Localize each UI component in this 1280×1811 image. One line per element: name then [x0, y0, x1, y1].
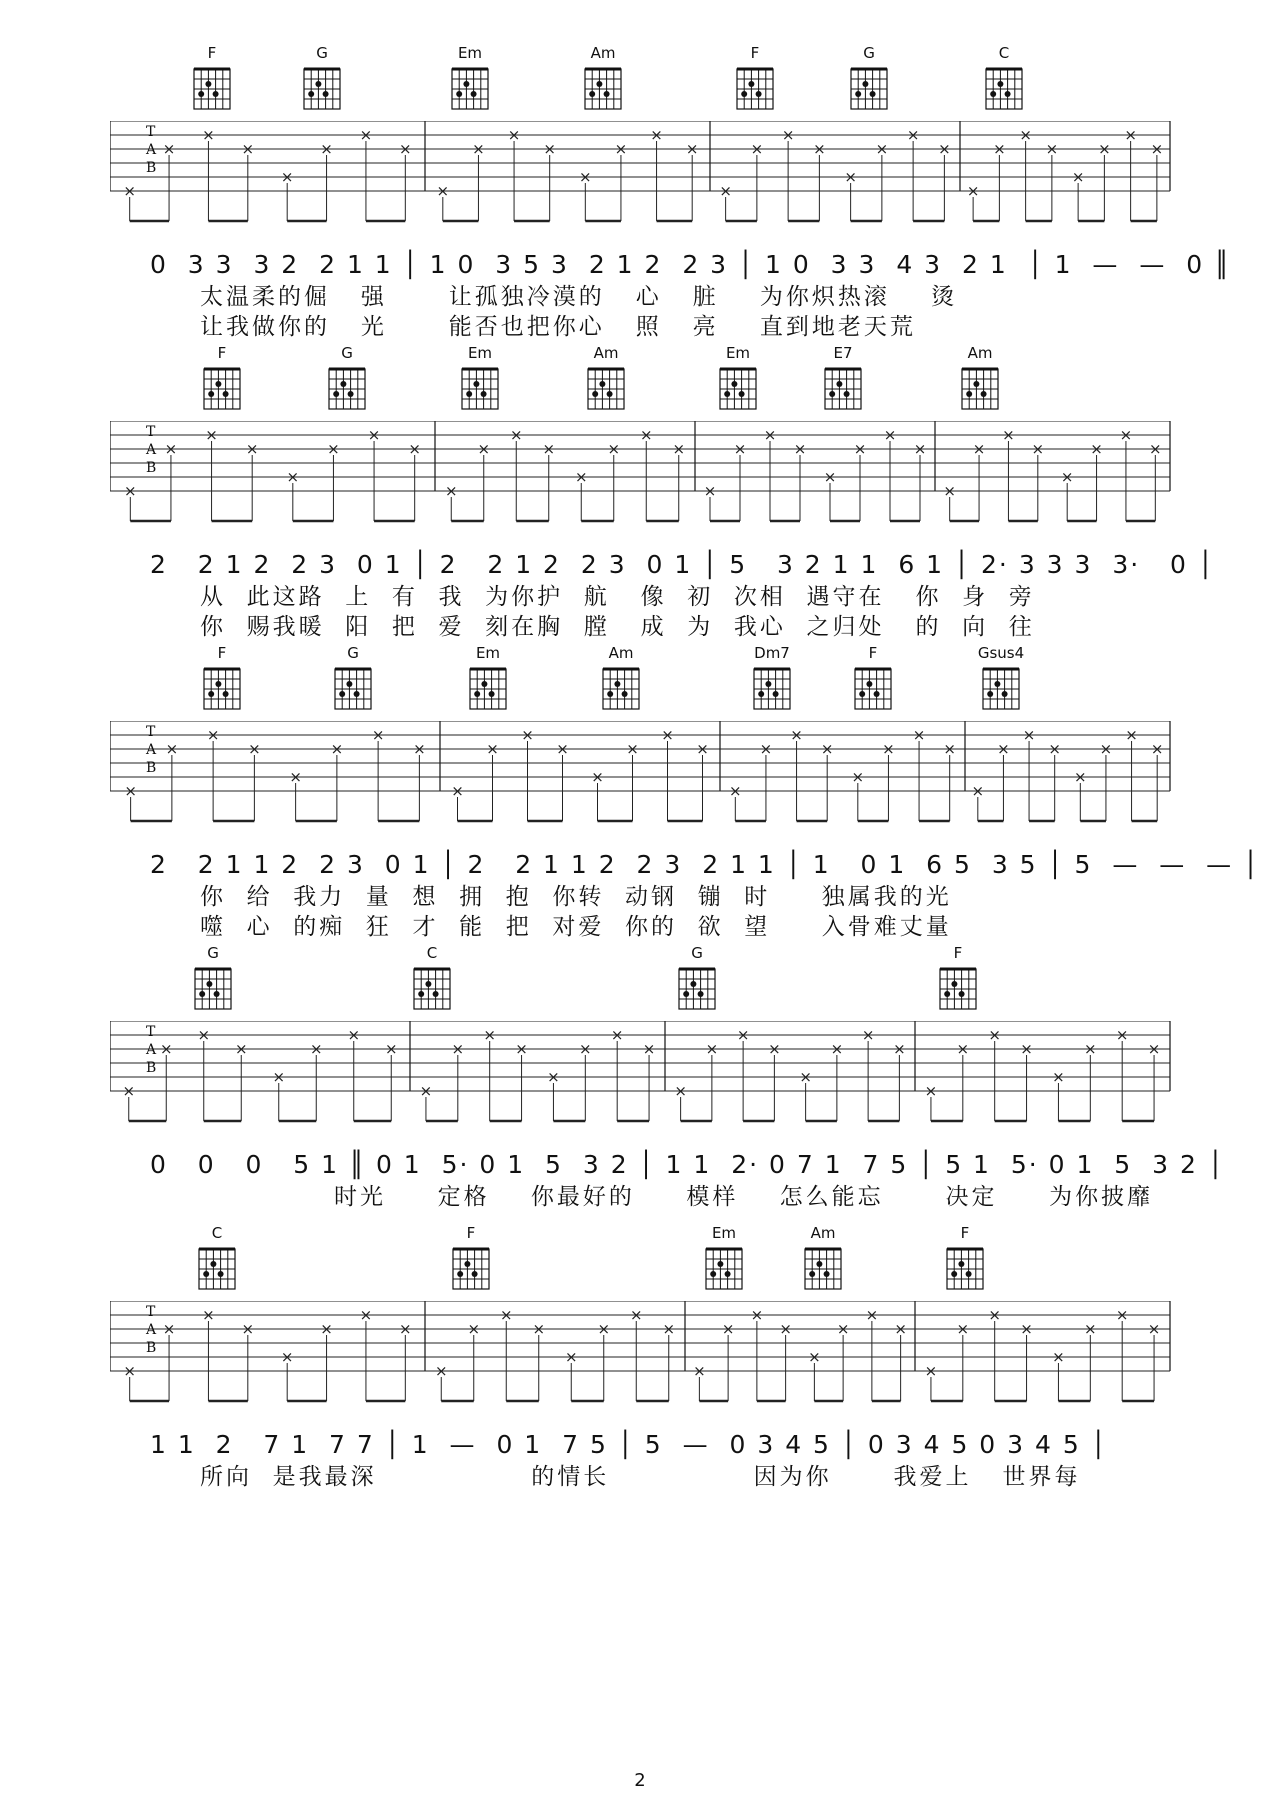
tab-clef-letter: A [146, 1322, 157, 1338]
svg-text:×: × [477, 440, 491, 458]
svg-text:×: × [779, 1320, 792, 1338]
chord-diagram-grid [982, 63, 1026, 113]
chord-name: Am [593, 344, 619, 362]
svg-text:×: × [202, 126, 215, 144]
chord-name: Dm7 [754, 644, 790, 662]
score-system [0, 44, 1280, 340]
chord-diagram [928, 945, 988, 1013]
chord-diagram [708, 345, 768, 413]
svg-text:×: × [610, 1026, 624, 1044]
svg-text:×: × [241, 140, 255, 158]
svg-text:×: × [579, 168, 592, 186]
svg-text:×: × [662, 1320, 676, 1338]
chord-diagram-grid [851, 663, 895, 713]
svg-text:×: × [972, 440, 986, 458]
svg-text:×: × [1071, 168, 1085, 186]
svg-text:×: × [750, 140, 764, 158]
chord-name: F [750, 44, 760, 62]
svg-text:×: × [820, 740, 834, 758]
svg-text:×: × [733, 440, 747, 458]
chord-diagram-grid [847, 63, 891, 113]
svg-text:×: × [674, 1082, 687, 1100]
svg-text:×: × [122, 1082, 136, 1100]
chord-diagram [573, 45, 633, 113]
svg-text:×: × [971, 782, 985, 800]
chord-name: Em [467, 344, 493, 362]
chord-diagram [843, 645, 903, 713]
svg-text:×: × [924, 1362, 938, 1380]
svg-text:×: × [853, 440, 867, 458]
chord-diagram-grid [675, 963, 719, 1013]
svg-text:×: × [574, 468, 588, 486]
svg-text:×: × [1147, 1320, 1161, 1338]
tab-staff [110, 1301, 1180, 1411]
svg-text:×: × [205, 426, 218, 444]
svg-text:×: × [451, 1040, 465, 1058]
svg-text:×: × [286, 468, 300, 486]
svg-text:×: × [123, 182, 136, 200]
svg-text:×: × [467, 1320, 481, 1338]
score-system [0, 944, 1280, 1210]
svg-text:×: × [988, 1306, 1001, 1324]
chord-diagram [292, 45, 352, 113]
lyric-line: 从 此这路 上 有 我 为你护 航 像 初 次相 遇守在 你 身 旁 [200, 584, 1035, 610]
svg-text:×: × [894, 1320, 907, 1338]
tab-staff [110, 421, 1180, 531]
chord-diagram-grid [466, 663, 510, 713]
chord-name: F [960, 1224, 970, 1242]
svg-text:×: × [289, 768, 302, 786]
chord-name: F [868, 644, 878, 662]
svg-text:×: × [1020, 1320, 1033, 1338]
svg-text:×: × [875, 140, 889, 158]
tab-clef-letter: B [146, 160, 157, 176]
lyric-line: 你 赐我暖 阳 把 爱 刻在胸 膛 成 为 我心 之归处 的 向 往 [200, 614, 1035, 640]
svg-text:×: × [1115, 1306, 1129, 1324]
chord-diagram-grid [750, 663, 794, 713]
tab-clef-letter: A [146, 442, 157, 458]
chord-diagram [971, 645, 1031, 713]
svg-text:×: × [245, 440, 259, 458]
svg-text:×: × [280, 168, 294, 186]
svg-text:×: × [162, 1320, 176, 1338]
svg-text:×: × [444, 482, 458, 500]
svg-text:×: × [499, 1306, 513, 1324]
svg-text:×: × [413, 740, 426, 758]
chord-diagram-grid [733, 63, 777, 113]
chord-diagram-grid [458, 363, 502, 413]
svg-text:×: × [542, 440, 556, 458]
lyric-line: 你 给 我力 量 想 拥 抱 你转 动钢 镚 时 独属我的光 [200, 884, 952, 910]
chord-name: G [863, 44, 875, 62]
svg-text:×: × [865, 1306, 879, 1324]
chord-row [0, 645, 1280, 717]
tab-staff-wrap [110, 721, 1180, 835]
jianpu-notation: 0 3 3 3 2 2 1 1 │ 1 0 3 5 3 2 1 2 2 3 │ 1 0 3 3 4 3 2 1 │ 1 — — 0 ║ [150, 250, 1232, 279]
svg-text:×: × [844, 168, 857, 186]
chord-diagram-grid [331, 663, 375, 713]
svg-text:×: × [629, 1306, 643, 1324]
svg-text:×: × [1048, 740, 1061, 758]
tab-clef-letter: A [146, 742, 157, 758]
svg-text:×: × [793, 440, 807, 458]
svg-text:×: × [1052, 1068, 1065, 1086]
svg-text:×: × [123, 1362, 136, 1380]
svg-text:×: × [164, 440, 178, 458]
svg-text:×: × [626, 740, 639, 758]
svg-text:×: × [399, 140, 412, 158]
chord-diagram-grid [943, 1243, 987, 1293]
chord-diagram [450, 345, 510, 413]
svg-text:×: × [808, 1348, 821, 1366]
svg-text:×: × [906, 126, 920, 144]
svg-text:×: × [924, 1082, 938, 1100]
page-number: 2 [634, 1770, 646, 1791]
svg-text:×: × [696, 740, 709, 758]
svg-text:×: × [768, 1040, 781, 1058]
svg-text:×: × [320, 1320, 333, 1338]
svg-text:×: × [759, 740, 773, 758]
chord-diagram-grid [191, 963, 235, 1013]
svg-text:×: × [515, 1040, 528, 1058]
svg-text:×: × [851, 768, 865, 786]
tab-clef-letter: T [146, 724, 156, 740]
svg-text:×: × [359, 1306, 373, 1324]
svg-text:×: × [736, 1026, 750, 1044]
chord-name: G [207, 944, 219, 962]
chord-diagram [323, 645, 383, 713]
svg-text:×: × [384, 1040, 398, 1058]
svg-text:×: × [248, 740, 261, 758]
svg-text:×: × [966, 182, 980, 200]
chord-diagram [192, 345, 252, 413]
svg-text:×: × [419, 1082, 433, 1100]
chord-diagram-grid [200, 663, 244, 713]
svg-text:×: × [371, 726, 385, 744]
svg-text:×: × [997, 740, 1010, 758]
svg-text:×: × [672, 440, 686, 458]
chord-diagram-grid [195, 1243, 239, 1293]
svg-text:×: × [781, 126, 795, 144]
svg-text:×: × [943, 482, 956, 500]
svg-text:×: × [206, 726, 220, 744]
tab-clef-letter: A [146, 142, 157, 158]
chord-diagram-grid [801, 1243, 845, 1293]
chord-diagram [725, 45, 785, 113]
jianpu-notation: 2 2 1 1 2 2 3 0 1 │ 2 2 1 1 2 2 3 2 1 1 │ 1 0 1 6 5 3 5 │ 5 — — — │ [150, 850, 1261, 879]
chord-name: G [691, 944, 703, 962]
svg-text:×: × [162, 140, 176, 158]
lyric-line: 让我做你的 光 能否也把你心 照 亮 直到地老天荒 [200, 314, 916, 340]
svg-text:×: × [763, 426, 777, 444]
chord-diagram [317, 345, 377, 413]
svg-text:×: × [642, 1040, 656, 1058]
tab-clef-letter: T [146, 1024, 156, 1040]
chord-diagram-grid [410, 963, 454, 1013]
svg-text:×: × [124, 782, 137, 800]
chord-name: Em [457, 44, 483, 62]
svg-text:×: × [280, 1348, 294, 1366]
tab-staff-wrap [110, 421, 1180, 535]
svg-text:×: × [272, 1068, 286, 1086]
svg-text:×: × [367, 426, 381, 444]
svg-text:×: × [1125, 726, 1138, 744]
svg-text:×: × [1124, 126, 1137, 144]
chord-diagram [183, 945, 243, 1013]
chord-diagram [192, 645, 252, 713]
chord-row [0, 1225, 1280, 1297]
svg-text:×: × [159, 1040, 173, 1058]
chord-diagram-grid [300, 63, 344, 113]
svg-text:×: × [1115, 1026, 1129, 1044]
chord-diagram-grid [716, 363, 760, 413]
tab-staff-wrap [110, 1021, 1180, 1135]
svg-text:×: × [124, 482, 137, 500]
svg-text:×: × [436, 182, 450, 200]
chord-name: Am [967, 344, 993, 362]
svg-text:×: × [1119, 426, 1133, 444]
svg-text:×: × [719, 182, 732, 200]
chord-diagram [667, 945, 727, 1013]
tab-clef-letter: B [146, 1060, 157, 1076]
svg-text:×: × [830, 1040, 844, 1058]
svg-text:×: × [639, 426, 653, 444]
svg-text:×: × [1052, 1348, 1065, 1366]
svg-text:×: × [1084, 1320, 1097, 1338]
chord-diagram-grid [448, 63, 492, 113]
svg-text:×: × [912, 726, 926, 744]
svg-text:×: × [564, 1348, 578, 1366]
chord-row [0, 945, 1280, 1017]
tab-clef-letter: B [146, 1340, 157, 1356]
tab-clef-letter: B [146, 760, 157, 776]
chord-diagram-grid [958, 363, 1002, 413]
chord-diagram-grid [821, 363, 865, 413]
svg-text:×: × [956, 1320, 970, 1338]
chord-diagram-grid [936, 963, 980, 1013]
svg-text:×: × [532, 1320, 546, 1338]
lyric-line: 太温柔的倔 强 让孤独冷漠的 心 脏 为你炽热滚 烫 [200, 284, 958, 310]
svg-text:×: × [614, 140, 628, 158]
chord-diagram [187, 1225, 247, 1293]
chord-name: G [347, 644, 359, 662]
chord-diagram-grid [599, 663, 643, 713]
chord-name: Am [608, 644, 634, 662]
svg-text:×: × [399, 1320, 412, 1338]
svg-text:×: × [607, 440, 621, 458]
svg-text:×: × [197, 1026, 211, 1044]
svg-text:×: × [507, 126, 521, 144]
lyric-line: 所向 是我最深 的情长 因为你 我爱上 世界每 [200, 1464, 1081, 1490]
chord-name: E7 [833, 344, 853, 362]
chord-diagram [591, 645, 651, 713]
chord-diagram [440, 45, 500, 113]
chord-diagram [576, 345, 636, 413]
score-system [0, 644, 1280, 940]
chord-diagram [974, 45, 1034, 113]
svg-text:×: × [705, 1040, 719, 1058]
chord-row [0, 345, 1280, 417]
tab-clef-letter: T [146, 424, 156, 440]
tab-clef-letter: A [146, 1042, 157, 1058]
svg-text:×: × [408, 440, 421, 458]
chord-name: Em [725, 344, 751, 362]
chord-diagram [458, 645, 518, 713]
lyric-line: 噬 心 的痴 狂 才 能 把 对爱 你的 欲 望 入骨难丈量 [200, 914, 952, 940]
svg-text:×: × [202, 1306, 215, 1324]
svg-text:×: × [509, 426, 523, 444]
svg-text:×: × [1074, 768, 1087, 786]
svg-text:×: × [1020, 1040, 1033, 1058]
tab-staff-wrap [110, 1301, 1180, 1415]
svg-text:×: × [1022, 726, 1036, 744]
chord-name: C [211, 1224, 223, 1242]
tab-staff [110, 121, 1180, 231]
chord-name: G [316, 44, 328, 62]
svg-text:×: × [309, 1040, 323, 1058]
chord-diagram [793, 1225, 853, 1293]
svg-text:×: × [320, 140, 333, 158]
svg-text:×: × [799, 1068, 812, 1086]
chord-diagram [813, 345, 873, 413]
svg-text:×: × [359, 126, 373, 144]
svg-text:×: × [486, 740, 499, 758]
tab-clef-letter: T [146, 1304, 156, 1320]
chord-diagram [839, 45, 899, 113]
svg-text:×: × [943, 740, 956, 758]
svg-text:×: × [234, 1040, 248, 1058]
chord-name: F [953, 944, 963, 962]
svg-text:×: × [1147, 1040, 1161, 1058]
svg-text:×: × [556, 740, 569, 758]
svg-text:×: × [451, 782, 464, 800]
tab-clef-letter: T [146, 124, 156, 140]
jianpu-notation: 2 2 1 2 2 3 0 1 │ 2 2 1 2 2 3 0 1 │ 5 3 2 1 1 6 1 │ 2· 3 3 3 3· 0 │ [150, 550, 1215, 579]
chord-diagram-grid [581, 63, 625, 113]
svg-text:×: × [1019, 126, 1032, 144]
svg-text:×: × [1031, 440, 1045, 458]
chord-diagram-grid [200, 363, 244, 413]
svg-text:×: × [993, 140, 1006, 158]
svg-text:×: × [327, 440, 340, 458]
svg-text:×: × [241, 1320, 255, 1338]
svg-text:×: × [685, 140, 699, 158]
svg-text:×: × [1150, 740, 1164, 758]
chord-name: Gsus4 [977, 644, 1025, 662]
chord-name: C [998, 44, 1010, 62]
svg-text:×: × [591, 768, 604, 786]
chord-diagram [402, 945, 462, 1013]
tab-staff [110, 1021, 1180, 1131]
chord-diagram [182, 45, 242, 113]
chord-diagram [935, 1225, 995, 1293]
svg-text:×: × [472, 140, 485, 158]
svg-text:×: × [823, 468, 837, 486]
chord-diagram-grid [325, 363, 369, 413]
chord-diagram [694, 1225, 754, 1293]
svg-text:×: × [893, 1040, 906, 1058]
chord-diagram-grid [584, 363, 628, 413]
tab-staff-wrap [110, 121, 1180, 235]
svg-text:×: × [913, 440, 927, 458]
svg-text:×: × [547, 1068, 560, 1086]
svg-text:×: × [521, 726, 534, 744]
svg-text:×: × [721, 1320, 735, 1338]
chord-diagram [742, 645, 802, 713]
score-system [0, 344, 1280, 640]
svg-text:×: × [703, 482, 717, 500]
svg-text:×: × [956, 1040, 970, 1058]
chord-name: Em [711, 1224, 737, 1242]
svg-text:×: × [483, 1026, 496, 1044]
svg-text:×: × [330, 740, 344, 758]
svg-text:×: × [1060, 468, 1074, 486]
lyric-line: 时光 定格 你最好的 模样 怎么能忘 决定 为你披靡 [200, 1184, 1154, 1210]
svg-text:×: × [693, 1362, 706, 1380]
svg-text:×: × [1090, 440, 1103, 458]
svg-text:×: × [861, 1026, 875, 1044]
svg-text:×: × [882, 740, 895, 758]
chord-row [0, 45, 1280, 117]
chord-diagram [950, 345, 1010, 413]
chord-name: F [217, 344, 227, 362]
svg-text:×: × [597, 1320, 611, 1338]
svg-text:×: × [650, 126, 663, 144]
svg-text:×: × [883, 426, 897, 444]
chord-name: F [466, 1224, 476, 1242]
svg-text:×: × [543, 140, 556, 158]
chord-name: C [426, 944, 438, 962]
chord-name: G [341, 344, 353, 362]
jianpu-notation: 1 1 2 7 1 7 7 │ 1 — 0 1 7 5 │ 5 — 0 3 4 5 │ 0 3 4 5 0 3 4 5 │ [150, 1430, 1108, 1459]
svg-text:×: × [988, 1026, 1001, 1044]
chord-name: Em [475, 644, 501, 662]
svg-text:×: × [813, 140, 826, 158]
svg-text:×: × [790, 726, 803, 744]
svg-text:×: × [165, 740, 179, 758]
chord-diagram-grid [702, 1243, 746, 1293]
chord-diagram [441, 1225, 501, 1293]
chord-name: Am [590, 44, 616, 62]
chord-name: F [217, 644, 227, 662]
svg-text:×: × [579, 1040, 592, 1058]
svg-text:×: × [1002, 426, 1015, 444]
svg-text:×: × [434, 1362, 448, 1380]
chord-name: F [207, 44, 217, 62]
svg-text:×: × [729, 782, 742, 800]
svg-text:×: × [347, 1026, 361, 1044]
tab-clef-letter: B [146, 460, 157, 476]
svg-text:×: × [1150, 140, 1164, 158]
svg-text:×: × [836, 1320, 850, 1338]
svg-text:×: × [1149, 440, 1162, 458]
chord-diagram-grid [449, 1243, 493, 1293]
chord-name: Am [810, 1224, 836, 1242]
chord-diagram-grid [190, 63, 234, 113]
tab-staff [110, 721, 1180, 831]
svg-text:×: × [661, 726, 674, 744]
chord-diagram-grid [979, 663, 1023, 713]
svg-text:×: × [750, 1306, 764, 1324]
svg-text:×: × [1099, 740, 1113, 758]
svg-text:×: × [1084, 1040, 1097, 1058]
jianpu-notation: 0 0 0 5 1 ║ 0 1 5· 0 1 5 3 2 │ 1 1 2· 0 7 1 7 5 │ 5 1 5· 0 1 5 3 2 │ [150, 1150, 1225, 1179]
svg-text:×: × [938, 140, 951, 158]
score-system [0, 1224, 1280, 1490]
svg-text:×: × [1045, 140, 1059, 158]
svg-text:×: × [1098, 140, 1111, 158]
